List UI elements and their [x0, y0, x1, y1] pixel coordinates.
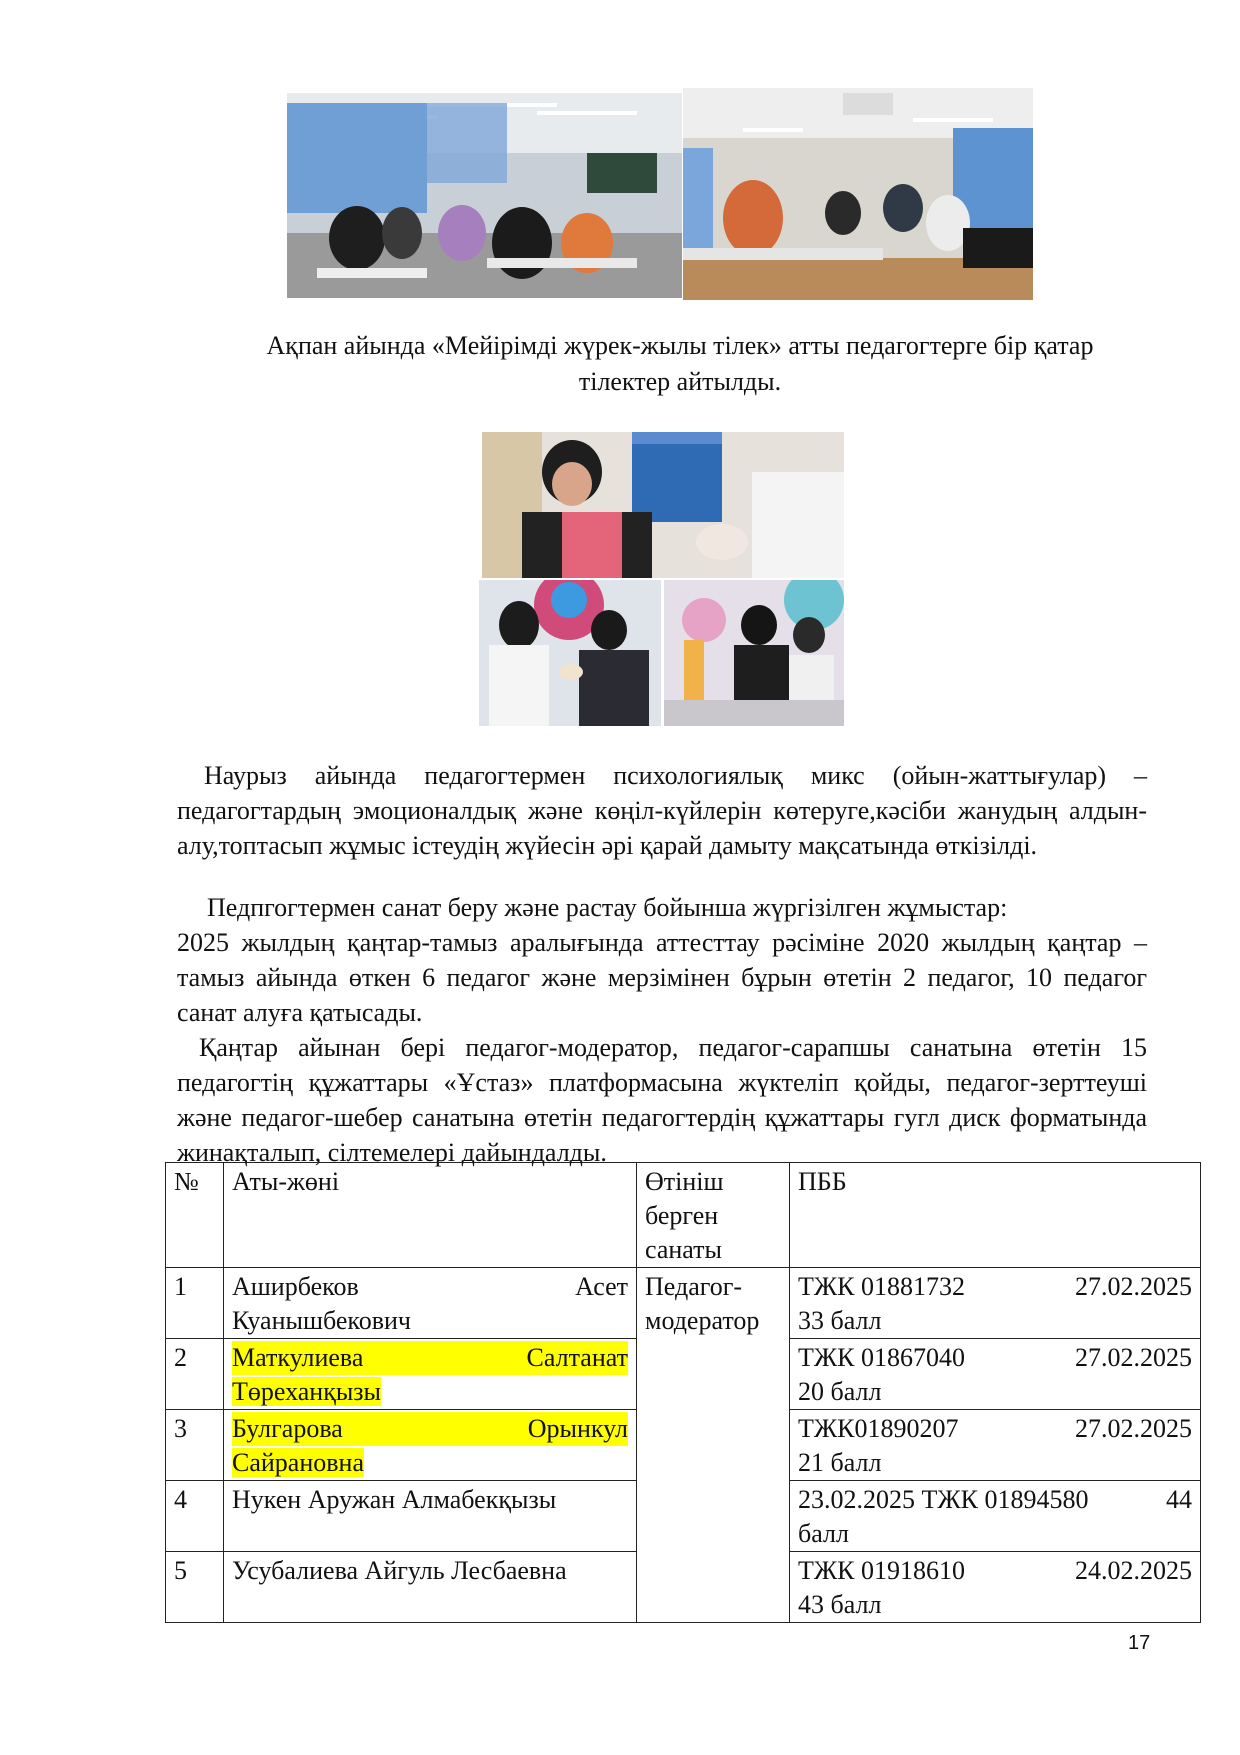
name-patronymic: Төреханқызы [232, 1377, 382, 1406]
row-number: 3 [166, 1410, 224, 1481]
paragraph-attestation-body: 2025 жылдың қаңтар-тамыз аралығында аттесттау рәсіміне 2020 жылдың қаңтар –тамыз айында өткен 6 педагог және мерзімінен бұрын өтетін 2 педагог, 10 педагог санат алуға қатысады. [177, 928, 1147, 1027]
collage-photo-bottom-left [479, 580, 661, 726]
paragraph-attestation-title: Педпгогтермен санат беру және растау бойынша жүргізілген жұмыстар: [207, 893, 1008, 922]
collage-photo-bottom-right [664, 580, 844, 726]
table-header-row [166, 1163, 1201, 1268]
row-number: 5 [166, 1552, 224, 1623]
name-given: Салтанат [526, 1343, 628, 1372]
row-name [224, 1339, 637, 1410]
name-patronymic: Куанышбекович [232, 1306, 411, 1335]
paragraph-documents-text: Қаңтар айынан бері педагог-модератор, педагог-сарапшы санатына өтетін 15 педагогтің құжаттары «Ұстаз» платформасына жүктеліп қойды, педагог-зерттеуші және педагог-шебер санатына өтетін педагогтердің құжаттары гугл диск форматында жинақталып, сілтемелері дайындалды. [177, 1033, 1147, 1167]
pbb-score: 43 балл [798, 1590, 882, 1619]
pbb-date: 27.02.2025 [1075, 1343, 1192, 1372]
classroom-photo-left [287, 93, 682, 298]
caption-line-1: Ақпан айында «Мейірімді жүрек-жылы тілек» атты педагогтерге бір қатар [266, 331, 1094, 360]
row-name [224, 1410, 637, 1481]
paragraph-nauryz [177, 758, 1147, 863]
name-surname: Аширбеков [232, 1272, 359, 1301]
row-name [224, 1268, 637, 1339]
name-surname: Маткулиева [232, 1343, 364, 1372]
row-name: Нукен Аружан Алмабекқызы [224, 1481, 637, 1552]
classroom-photo-right [683, 88, 1033, 300]
pbb-code: ТЖК 01881732 [798, 1272, 966, 1301]
row-number: 2 [166, 1339, 224, 1410]
pbb-code: ТЖК 01918610 [798, 1556, 966, 1585]
row-pbb [790, 1552, 1201, 1623]
pbb-date: 27.02.2025 [1075, 1414, 1192, 1443]
name-given: Орынкул [527, 1414, 628, 1443]
pbb-date: 27.02.2025 [1075, 1272, 1192, 1301]
header-name: Аты-жөні [224, 1163, 637, 1268]
pbb-score-number: 44 [1166, 1485, 1192, 1514]
paragraph-nauryz-text: Наурыз айында педагогтермен психологиялық микс (ойын-жаттығулар) –педагогтардың эмоционалдық және көңіл-күйлерін көтеруге,кәсіби жанудың алдын-алу,топтасып жұмыс істеудің жүйесін әрі қарай дамыту мақсатында өткізілді. [177, 761, 1147, 860]
row-pbb [790, 1481, 1201, 1552]
pbb-score: 33 балл [798, 1306, 882, 1335]
name-surname: Булгарова [232, 1414, 343, 1443]
pbb-score-unit: балл [798, 1519, 849, 1548]
paragraph-attestation [177, 890, 1147, 1030]
category-cell: Педагог-модератор [637, 1268, 790, 1623]
row-pbb [790, 1410, 1201, 1481]
photo-caption [210, 328, 1150, 400]
pbb-score: 20 балл [798, 1377, 882, 1406]
pbb-date-code: 23.02.2025 ТЖК 01894580 [798, 1485, 1089, 1514]
page-number: 17 [1128, 1632, 1151, 1654]
pbb-code: ТЖК 01867040 [798, 1343, 966, 1372]
caption-line-2: тілектер айтылды. [578, 367, 782, 396]
paragraph-documents [177, 1030, 1147, 1170]
row-number: 1 [166, 1268, 224, 1339]
header-category: Өтініш берген санаты [637, 1163, 790, 1268]
pbb-score: 21 балл [798, 1448, 882, 1477]
pbb-code: ТЖК01890207 [798, 1414, 959, 1443]
collage-photo-top [482, 432, 844, 578]
row-pbb [790, 1339, 1201, 1410]
table-row [166, 1268, 1201, 1339]
pbb-date: 24.02.2025 [1075, 1556, 1192, 1585]
row-number: 4 [166, 1481, 224, 1552]
attestation-table [165, 1162, 1201, 1623]
header-number: № [166, 1163, 224, 1268]
header-pbb: ПББ [790, 1163, 1201, 1268]
row-pbb [790, 1268, 1201, 1339]
name-patronymic: Сайрановна [232, 1448, 364, 1477]
name-given: Асет [575, 1272, 628, 1301]
row-name: Усубалиева Айгуль Лесбаевна [224, 1552, 637, 1623]
